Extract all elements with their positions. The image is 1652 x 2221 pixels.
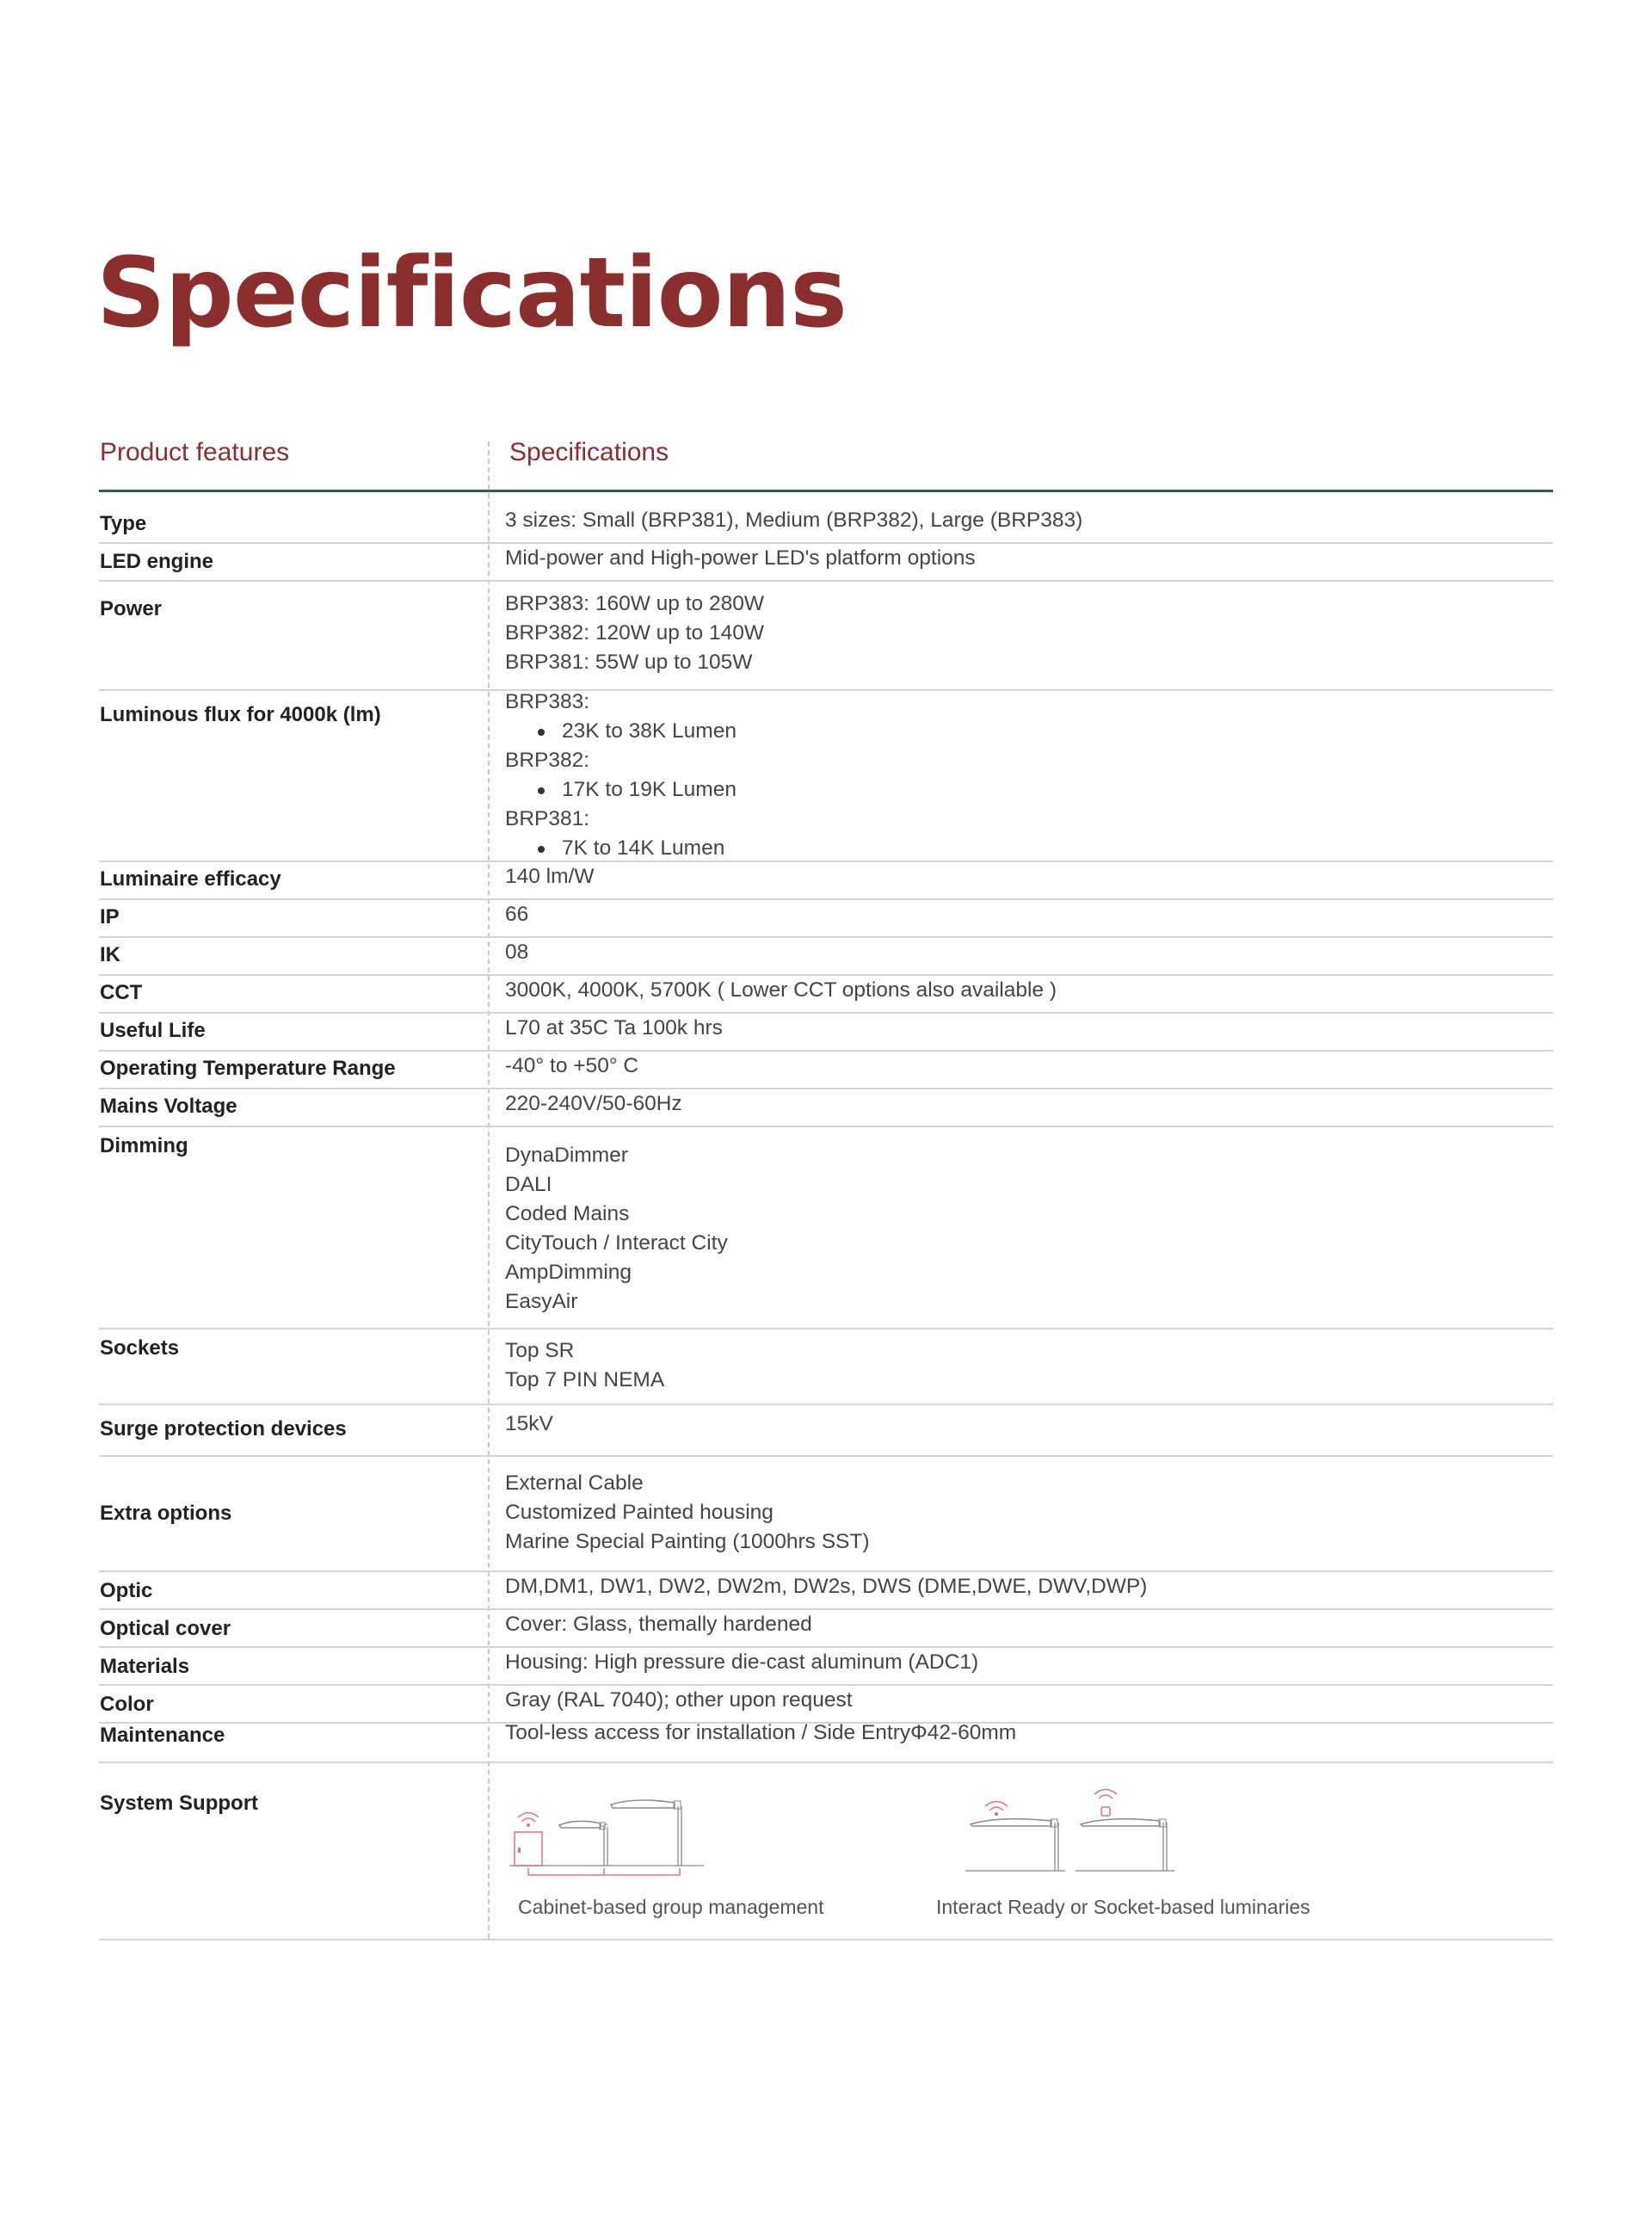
value-line: EasyAir xyxy=(505,1290,578,1313)
row-value xyxy=(505,1089,682,1119)
table-row xyxy=(99,938,1553,976)
row-label: Optic xyxy=(100,1579,153,1602)
table-row xyxy=(99,1763,1553,1940)
bullet-item: 17K to 19K Lumen xyxy=(505,775,737,805)
table-row xyxy=(99,1572,1553,1610)
page-title: Specifications xyxy=(96,238,847,349)
table-row xyxy=(99,1330,1553,1405)
table-row xyxy=(99,582,1553,691)
value-line: Housing: High pressure die-cast aluminum (ADC1) xyxy=(505,1650,979,1674)
row-label: Mains Voltage xyxy=(100,1095,237,1118)
header-specifications: Specifications xyxy=(509,438,669,466)
table-header xyxy=(99,435,1553,492)
value-line: 140 lm/W xyxy=(505,865,595,888)
value-line: L70 at 35C Ta 100k hrs xyxy=(505,1016,723,1040)
row-label: Extra options xyxy=(100,1502,232,1525)
value-line: Cover: Glass, themally hardened xyxy=(505,1613,812,1636)
row-value xyxy=(505,1469,870,1557)
row-value xyxy=(505,1610,812,1639)
row-label: Operating Temperature Range xyxy=(100,1057,396,1080)
row-label: Optical cover xyxy=(100,1617,231,1640)
row-label: Type xyxy=(100,512,147,535)
row-label: Luminous flux for 4000k (lm) xyxy=(100,703,381,726)
value-line: 08 xyxy=(505,941,529,964)
value-line: Customized Painted housing xyxy=(505,1501,774,1524)
row-label: Power xyxy=(100,597,163,620)
row-label: Maintenance xyxy=(100,1724,225,1747)
bullet-item: 7K to 14K Lumen xyxy=(505,834,737,863)
row-label: Dimming xyxy=(100,1134,188,1157)
value-line: External Cable xyxy=(505,1471,644,1495)
row-value xyxy=(505,688,737,863)
row-value xyxy=(505,1052,638,1081)
value-line: BRP382: xyxy=(505,749,590,772)
row-label: IP xyxy=(100,905,120,929)
row-label: Useful Life xyxy=(100,1019,206,1042)
row-value xyxy=(505,1686,853,1715)
table-row xyxy=(99,1052,1553,1089)
value-line: AmpDimming xyxy=(505,1261,632,1284)
row-value xyxy=(505,1410,553,1439)
bullet-item: 23K to 38K Lumen xyxy=(505,717,737,746)
value-line: 15kV xyxy=(505,1412,553,1435)
row-label: System Support xyxy=(100,1792,259,1815)
row-label: Surge protection devices xyxy=(100,1417,347,1441)
table-row xyxy=(99,1721,1553,1763)
row-label: Materials xyxy=(100,1655,190,1678)
socket-lamps-icon xyxy=(964,1776,1179,1879)
row-value xyxy=(505,976,1057,1005)
table-row xyxy=(99,1014,1553,1052)
value-line: Marine Special Painting (1000hrs SST) xyxy=(505,1530,870,1553)
value-line: Top 7 PIN NEMA xyxy=(505,1368,665,1391)
header-product-features: Product features xyxy=(100,438,290,466)
value-line: 66 xyxy=(505,903,529,926)
value-line: DALI xyxy=(505,1173,552,1196)
value-line: CityTouch / Interact City xyxy=(505,1231,728,1255)
table-row xyxy=(99,1610,1553,1648)
value-line: BRP383: xyxy=(505,690,590,713)
row-value xyxy=(505,589,764,677)
value-line: Coded Mains xyxy=(505,1202,630,1225)
table-row xyxy=(99,862,1553,900)
value-line: Tool-less access for installation / Side EntryΦ42-60mm xyxy=(505,1721,1017,1744)
value-line: -40° to +50° C xyxy=(505,1054,639,1077)
row-value xyxy=(505,1336,664,1395)
table-row xyxy=(99,1648,1553,1686)
interact-ready-illustration xyxy=(964,1776,1179,1879)
cabinet-management-illustration xyxy=(508,1782,706,1877)
row-value xyxy=(505,1718,1016,1748)
row-label: LED engine xyxy=(100,550,214,573)
row-label: Sockets xyxy=(100,1336,180,1360)
table-row xyxy=(99,976,1553,1014)
value-line: Mid-power and High-power LED's platform options xyxy=(505,546,976,570)
row-value xyxy=(505,862,594,891)
row-label: Luminaire efficacy xyxy=(100,867,281,891)
value-line: BRP383: 160W up to 280W xyxy=(505,592,764,615)
row-value xyxy=(505,1014,723,1043)
row-label: CCT xyxy=(100,981,143,1004)
row-label: IK xyxy=(100,943,120,966)
interact-ready-caption: Interact Ready or Socket-based luminaries xyxy=(936,1896,1310,1918)
table-row xyxy=(99,900,1553,938)
row-value xyxy=(505,1141,728,1317)
value-line: BRP382: 120W up to 140W xyxy=(505,621,764,645)
row-label: Color xyxy=(100,1693,154,1716)
table-row xyxy=(99,1405,1553,1457)
row-value xyxy=(505,506,1082,535)
cabinet-caption: Cabinet-based group management xyxy=(518,1896,824,1918)
value-line: Gray (RAL 7040); other upon request xyxy=(505,1688,853,1712)
row-value xyxy=(505,544,976,573)
row-value xyxy=(505,900,528,929)
table-row xyxy=(99,1089,1553,1127)
value-line: DM,DM1, DW1, DW2, DW2m, DW2s, DWS (DME,DWE, DWV,DWP) xyxy=(505,1575,1148,1598)
value-line: Top SR xyxy=(505,1339,575,1362)
row-value xyxy=(505,938,528,967)
table-row xyxy=(99,1457,1553,1572)
cabinet-lamps-icon xyxy=(508,1782,706,1877)
value-line: DynaDimmer xyxy=(505,1144,628,1167)
value-line: 3000K, 4000K, 5700K ( Lower CCT options also available ) xyxy=(505,978,1057,1002)
table-row xyxy=(99,1127,1553,1330)
value-line: 220-240V/50-60Hz xyxy=(505,1092,682,1115)
value-line: 3 sizes: Small (BRP381), Medium (BRP382), Large (BRP383) xyxy=(505,509,1083,532)
row-value xyxy=(505,1572,1147,1601)
value-line: BRP381: 55W up to 105W xyxy=(505,651,753,674)
table-row xyxy=(99,495,1553,544)
row-value xyxy=(505,1648,978,1677)
table-row xyxy=(99,544,1553,582)
value-line: BRP381: xyxy=(505,807,590,830)
table-row xyxy=(99,691,1553,862)
